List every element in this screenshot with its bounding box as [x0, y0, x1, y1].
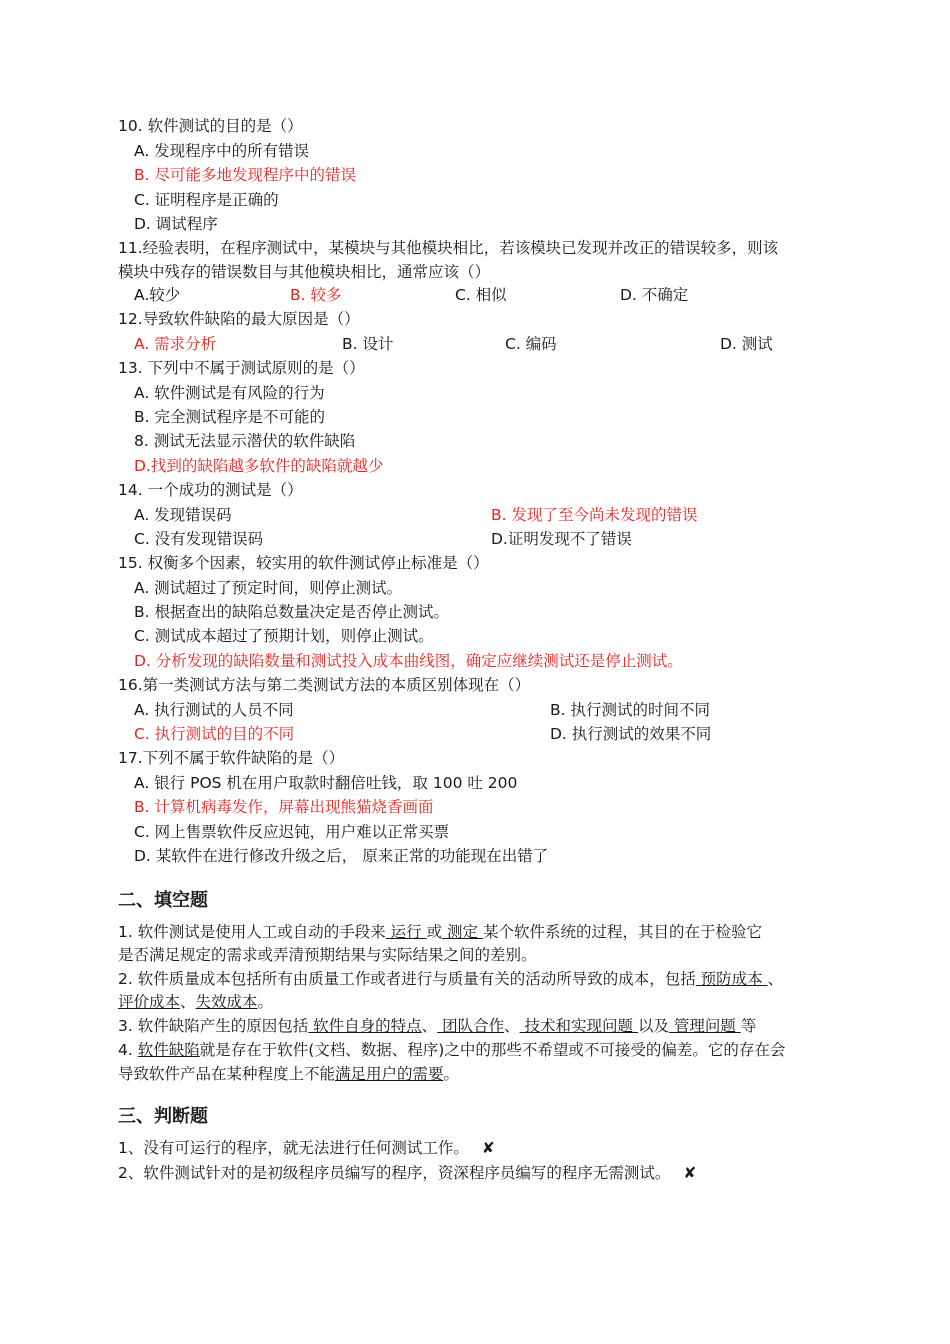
option-d-answer: D.找到的缺陷越多软件的缺陷就越少 [134, 457, 384, 475]
fill-blank: 测定 [442, 923, 483, 941]
judge-text: 1、没有可运行的程序，就无法进行任何测试工作。 [118, 1139, 469, 1157]
option-c: C. 相似 [455, 286, 507, 304]
fill-blank: 满足用户的需要 [335, 1065, 444, 1083]
option-c: C. 证明程序是正确的 [134, 191, 279, 209]
option-b: B. 执行测试的时间不同 [550, 701, 710, 719]
option-d: D. 不确定 [620, 286, 689, 304]
fill-text: 、 [180, 993, 196, 1011]
fill-text: 。 [443, 1065, 460, 1083]
judge-item-1 [118, 1138, 495, 1158]
question-12: 12.导致软件缺陷的最大原因是（） [118, 310, 360, 328]
question-15: 15. 权衡多个因素，较实用的软件测试停止标准是（） [118, 554, 489, 572]
fill-text: 2. 软件质量成本包括所有由质量工作或者进行与质量有关的活动所导致的成本，包括 [118, 970, 696, 988]
question-14: 14. 一个成功的测试是（） [118, 481, 303, 499]
fill-item-2 [118, 969, 783, 989]
question-17: 17.下列不属于软件缺陷的是（） [118, 749, 345, 767]
question-10: 10. 软件测试的目的是（） [118, 117, 303, 135]
question-11-line1: 11.经验表明，在程序测试中，某模块与其他模块相比，若该模块已发现并改正的错误较多，则该 [118, 239, 779, 257]
fill-text: 等 [740, 1017, 757, 1035]
option-c-answer: C. 执行测试的目的不同 [134, 725, 295, 743]
fill-item-1 [118, 922, 762, 942]
fill-blank: 技术和实现问题 [519, 1017, 638, 1035]
fill-blank: 管理问题 [669, 1017, 741, 1035]
fill-text: 、 [421, 1017, 438, 1035]
option-a: A. 发现程序中的所有错误 [134, 142, 310, 160]
option-a: A. 软件测试是有风险的行为 [134, 384, 325, 402]
fill-text: 4. [118, 1041, 138, 1059]
option-c: C. 编码 [505, 335, 557, 353]
fill-text: 3. 软件缺陷产生的原因包括 [118, 1017, 309, 1035]
option-d: D. 执行测试的效果不同 [550, 725, 712, 743]
fill-text: 、 [767, 970, 784, 988]
option-d: D. 某软件在进行修改升级之后， 原来正常的功能现在出错了 [134, 847, 549, 865]
option-c: C. 测试成本超过了预期计划，则停止测试。 [134, 627, 434, 645]
cross-mark-icon: ✘ [481, 1139, 495, 1157]
option-a: A. 测试超过了预定时间，则停止测试。 [134, 579, 403, 597]
cross-mark-icon: ✘ [683, 1164, 697, 1182]
fill-blank: 团队合作 [437, 1017, 505, 1035]
option-d: D. 调试程序 [134, 215, 218, 233]
option-c: 8. 测试无法显示潜伏的软件缺陷 [134, 432, 356, 450]
fill-text: 1. 软件测试是使用人工或自动的手段来 [118, 923, 386, 941]
option-b-answer: B. 尽可能多地发现程序中的错误 [134, 166, 356, 184]
fill-blank: 软件缺陷 [137, 1041, 200, 1059]
option-a: A. 发现错误码 [134, 506, 232, 524]
fill-text: 。 [257, 993, 274, 1011]
section-heading-fill-in: 二、填空题 [118, 890, 208, 911]
fill-blank: 评价成本 [118, 993, 181, 1011]
option-b-answer: B. 较多 [290, 286, 342, 304]
option-d-answer: D. 分析发现的缺陷数量和测试投入成本曲线图，确定应继续测试还是停止测试。 [134, 652, 683, 670]
fill-blank: 运行 [385, 923, 427, 941]
fill-item-3 [118, 1016, 756, 1036]
fill-text: 导致软件产品在某种程度上不能 [118, 1065, 336, 1083]
fill-text: 就是存在于软件(文档、数据、程序)之中的那些不希望或不可接受的偏差。它的存在会 [199, 1041, 786, 1059]
fill-text: 某个软件系统的过程，其目的在于检验它 [482, 923, 762, 941]
fill-item-2-line2 [118, 992, 273, 1012]
fill-blank: 失效成本 [195, 993, 258, 1011]
fill-blank: 软件自身的特点 [308, 1017, 422, 1035]
option-a: A. 银行 POS 机在用户取款时翻倍吐钱，取 100 吐 200 [134, 774, 518, 792]
option-a: A.较少 [134, 286, 181, 304]
option-c: C. 没有发现错误码 [134, 530, 264, 548]
question-16: 16.第一类测试方法与第二类测试方法的本质区别体现在（） [118, 676, 531, 694]
question-11-line2: 模块中残存的错误数目与其他模块相比，通常应该（） [118, 263, 491, 281]
judge-item-2 [118, 1163, 696, 1183]
section-heading-true-false: 三、判断题 [118, 1106, 208, 1127]
option-d: D. 测试 [720, 335, 773, 353]
option-d: D.证明发现不了错误 [491, 530, 632, 548]
option-b: B. 根据查出的缺陷总数量决定是否停止测试。 [134, 603, 449, 621]
option-b: B. 设计 [342, 335, 394, 353]
option-b-answer: B. 发现了至今尚未发现的错误 [491, 506, 698, 524]
fill-text: 以及 [637, 1017, 669, 1035]
option-b: B. 完全测试程序是不可能的 [134, 408, 325, 426]
option-b-answer: B. 计算机病毒发作，屏幕出现熊猫烧香画面 [134, 798, 434, 816]
fill-text: 、 [504, 1017, 520, 1035]
fill-text: 或 [426, 923, 443, 941]
option-c: C. 网上售票软件反应迟钝，用户难以正常买票 [134, 823, 450, 841]
fill-item-4 [118, 1040, 785, 1060]
judge-text: 2、软件测试针对的是初级程序员编写的程序，资深程序员编写的程序无需测试。 [118, 1164, 671, 1182]
fill-item-4-line2 [118, 1064, 459, 1084]
fill-item-1-line2: 是否满足规定的需求或弄清预期结果与实际结果之间的差别。 [118, 946, 537, 964]
option-a-answer: A. 需求分析 [134, 335, 217, 353]
fill-blank: 预防成本 [695, 970, 768, 988]
question-13: 13. 下列中不属于测试原则的是（） [118, 359, 365, 377]
option-a: A. 执行测试的人员不同 [134, 701, 294, 719]
